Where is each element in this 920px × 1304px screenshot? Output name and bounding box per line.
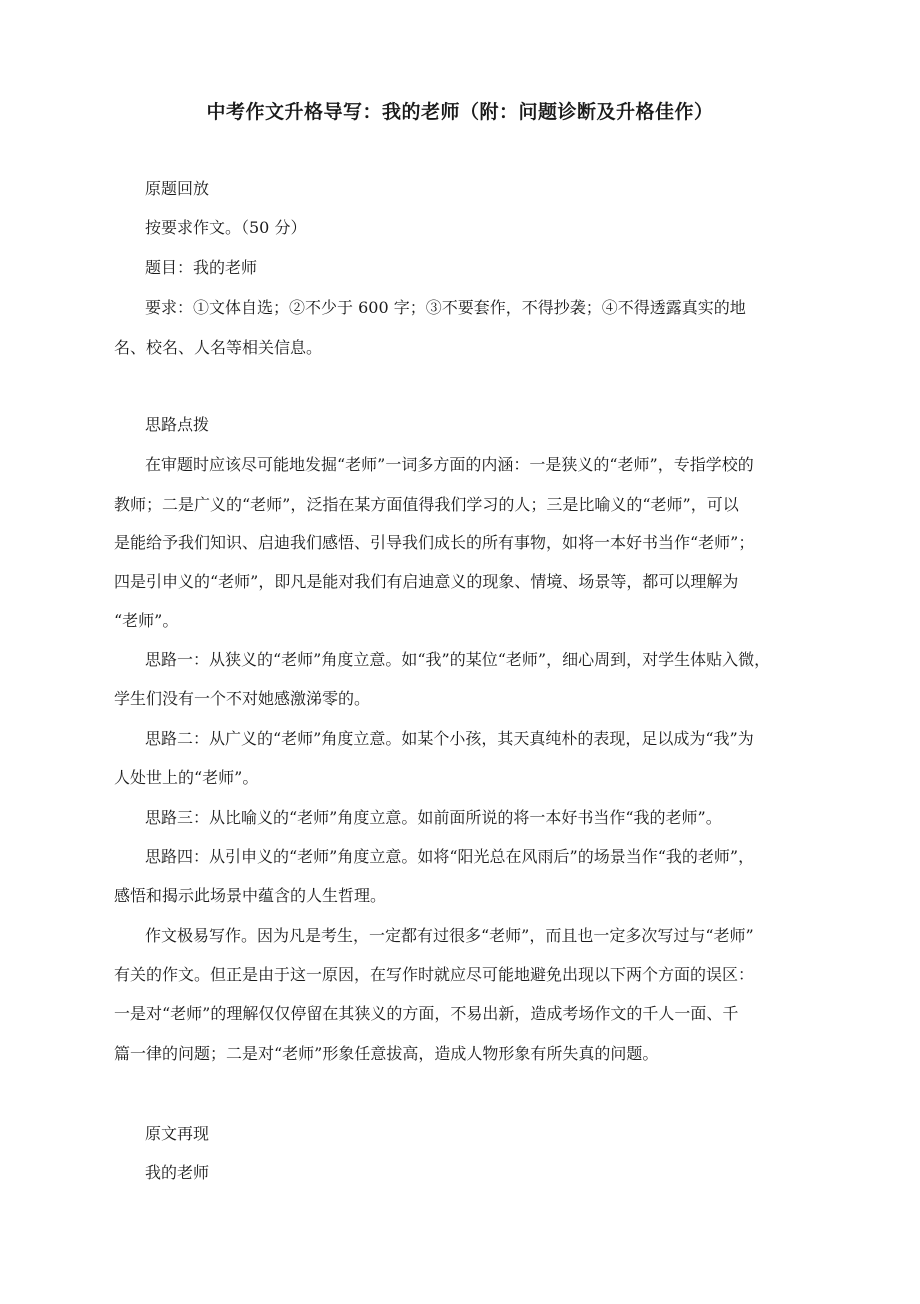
guidance-para1-line-4: 四是引申义的“老师”，即凡是能对我们有启迪意义的现象、情境、场景等，都可以理解为 [114, 572, 739, 591]
heading-reproduction: 原文再现 [145, 1124, 210, 1143]
prompt-topic: 题目：我的老师 [145, 258, 258, 277]
warning-line-1: 作文极易写作。因为凡是考生，一定都有过很多“老师”，而且也一定多次写过与“老师” [145, 926, 754, 945]
idea2-line-1: 思路二：从广义的“老师”角度立意。如某个小孩，其天真纯朴的表现，足以成为“我”为 [145, 729, 754, 748]
prompt-requirements-line-2: 名、校名、人名等相关信息。 [114, 338, 323, 357]
guidance-para1-line-2: 教师；二是广义的“老师”，泛指在某方面值得我们学习的人；三是比喻义的“老师”，可以 [114, 495, 739, 514]
essay-title: 我的老师 [145, 1163, 210, 1182]
heading-guidance: 思路点拨 [145, 415, 210, 434]
idea3-line-1: 思路三：从比喻义的“老师”角度立意。如前面所说的将一本好书当作“我的老师”。 [145, 808, 722, 827]
prompt-instruction: 按要求作文。（50 分） [145, 218, 307, 237]
warning-line-4: 篇一律的问题；二是对“老师”形象任意拔高，造成人物形象有所失真的问题。 [114, 1044, 659, 1063]
guidance-para1-line-3: 是能给予我们知识、启迪我们感悟、引导我们成长的所有事物，如将一本好书当作“老师”； [114, 533, 755, 552]
document-title: 中考作文升格导写：我的老师（附：问题诊断及升格佳作） [206, 101, 714, 123]
idea1-line-1: 思路一：从狭义的“老师”角度立意。如“我”的某位“老师”，细心周到，对学生体贴入微， [145, 650, 771, 669]
guidance-para1-line-1: 在审题时应该尽可能地发掘“老师”一词多方面的内涵：一是狭义的“老师”，专指学校的 [145, 455, 754, 474]
warning-line-2: 有关的作文。但正是由于这一原因，在写作时就应尽可能地避免出现以下两个方面的误区： [114, 965, 755, 984]
idea2-line-2: 人处世上的“老师”。 [114, 768, 259, 787]
warning-line-3: 一是对“老师”的理解仅仅停留在其狭义的方面，不易出新，造成考场作文的千人一面、千 [114, 1004, 739, 1023]
guidance-para1-line-5: “老师”。 [114, 611, 179, 630]
idea1-line-2: 学生们没有一个不对她感激涕零的。 [114, 689, 371, 708]
idea4-line-2: 感悟和揭示此场景中蕴含的人生哲理。 [114, 886, 387, 905]
prompt-requirements-line-1: 要求：①文体自选；②不少于 600 字；③不要套作，不得抄袭；④不得透露真实的地 [145, 298, 746, 317]
idea4-line-1: 思路四：从引申义的“老师”角度立意。如将“阳光总在风雨后”的场景当作“我的老师”， [145, 847, 755, 866]
heading-original-prompt: 原题回放 [145, 179, 210, 198]
